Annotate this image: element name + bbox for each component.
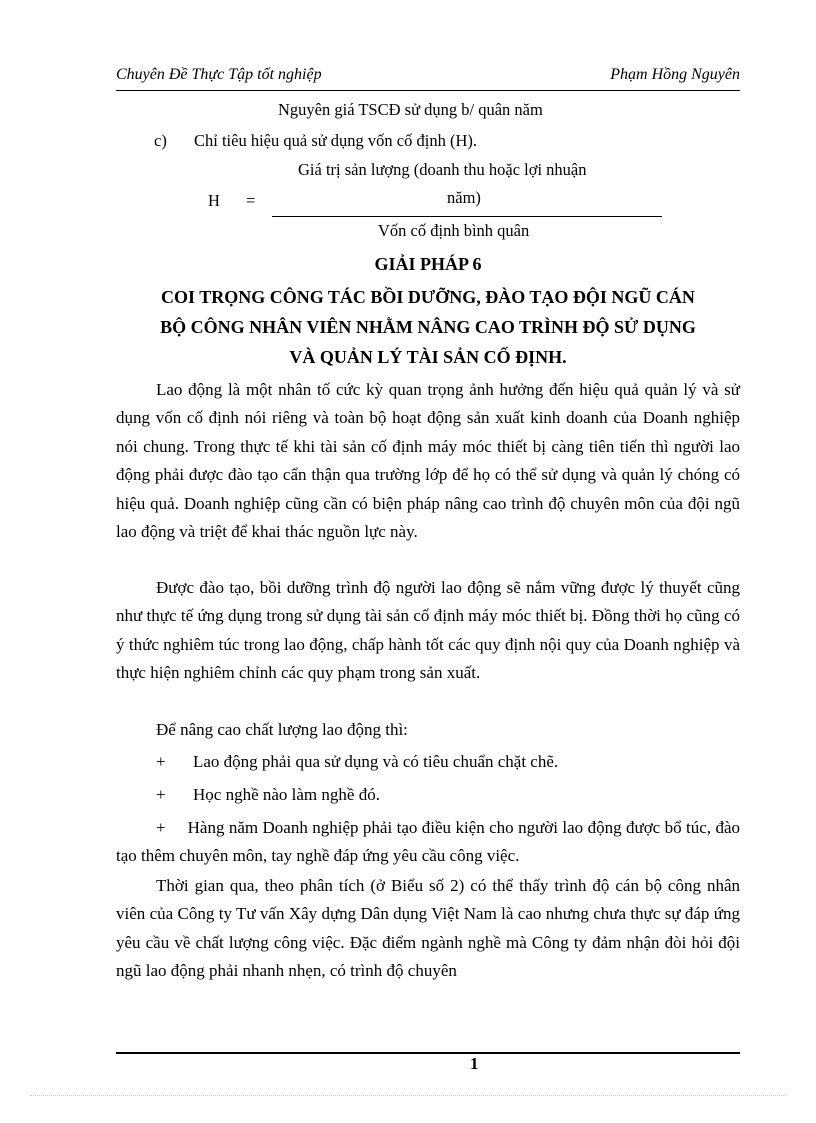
bullet-mark: + xyxy=(156,818,166,837)
bullet-text: Học nghề nào làm nghề đó. xyxy=(193,785,380,804)
page-bottom-divider xyxy=(30,1095,786,1096)
bullet-text: Lao động phải qua sử dụng và có tiêu chuẩn chặt chẽ. xyxy=(193,752,559,771)
footer-rule xyxy=(116,1052,740,1054)
paragraph-4: Thời gian qua, theo phân tích (ở Biểu số 2) có thể thấy trình độ cán bộ công nhân viên của Công ty Tư vấn Xây dựng Dân dụng Việt Nam là cao nhưng chưa thực sự đáp ứng yêu cầu về chất lượng công việc. Đặc điểm ngành nghề mà Công ty đảm nhận đòi hỏi đội ngũ lao động phải nhanh nhẹn, có trình độ chuyên xyxy=(116,876,740,981)
formula-h-numerator-line2: năm) xyxy=(447,188,481,207)
paragraph-3: Để nâng cao chất lượng lao động thì: xyxy=(156,720,408,739)
formula-g-denominator: Nguyên giá TSCĐ sử dụng b/ quân năm xyxy=(278,100,543,119)
formula-h-equals: = xyxy=(246,191,256,210)
formula-h-denominator: Vốn cố định bình quân xyxy=(378,221,530,240)
page-header xyxy=(116,64,740,91)
bullet-mark: + xyxy=(156,785,166,804)
bullet-item-wrapped xyxy=(116,814,740,871)
header-author: Phạm Hồng Nguyên xyxy=(610,66,740,83)
paragraph-2: Được đào tạo, bồi dưỡng trình độ người lao động sẽ nắm vững được lý thuyết cũng như thực tế ứng dụng trong sử dụng tài sản cố định máy móc thiết bị. Đồng thời họ cũng có ý thức nghiêm túc trong lao động, chấp hành tốt các quy định nội quy của Doanh nghiệp và thực hiện nghiêm chỉnh các quy phạm trong sản xuất. xyxy=(116,578,740,683)
formula-h-fraction-bar xyxy=(272,216,662,217)
solution-title-line2: BỘ CÔNG NHÂN VIÊN NHẰM NÂNG CAO TRÌNH ĐỘ SỬ DỤNG xyxy=(160,317,696,337)
solution-title-line3: VÀ QUẢN LÝ TÀI SẢN CỐ ĐỊNH. xyxy=(289,347,567,367)
section-c-label: c) xyxy=(154,131,167,150)
section-c-text: Chỉ tiêu hiệu quả sử dụng vốn cố định (H). xyxy=(194,131,477,150)
solution-title-line1: COI TRỌNG CÔNG TÁC BỒI DƯỠNG, ĐÀO TẠO ĐỘI NGŨ CÁN xyxy=(161,287,695,307)
bullet-text: Hàng năm Doanh nghiệp phải tạo điều kiện cho người lao động được bổ túc, đào tạo thêm chuyên môn, tay nghề đáp ứng yêu cầu công việc. xyxy=(116,818,741,866)
page-number: 1 xyxy=(470,1054,479,1073)
header-document-title: Chuyên Đề Thực Tập tốt nghiệp xyxy=(116,66,322,83)
paragraph-1: Lao động là một nhân tố cức kỳ quan trọng ảnh hưởng đến hiệu quả quản lý và sử dụng vốn cố định nói riêng và toàn bộ hoạt động sản xuất kinh doanh của Doanh nghiệp nói chung. Trong thực tế khi tài sản cố định máy móc thiết bị càng tiên tiến thì người lao động phải được đào tạo cẩn thận qua trường lớp để họ có thể sử dụng và quản lý chóng có hiệu quả. Doanh nghiệp cũng cần có biện pháp nâng cao trình độ chuyên môn của đội ngũ lao động và triệt để khai thác nguồn lực này. xyxy=(116,380,740,542)
formula-h-lhs: H xyxy=(208,191,220,210)
solution-number: GIẢI PHÁP 6 xyxy=(374,254,482,274)
bullet-mark: + xyxy=(156,752,166,771)
formula-h-numerator-line1: Giá trị sản lượng (doanh thu hoặc lợi nhuận xyxy=(298,160,587,179)
